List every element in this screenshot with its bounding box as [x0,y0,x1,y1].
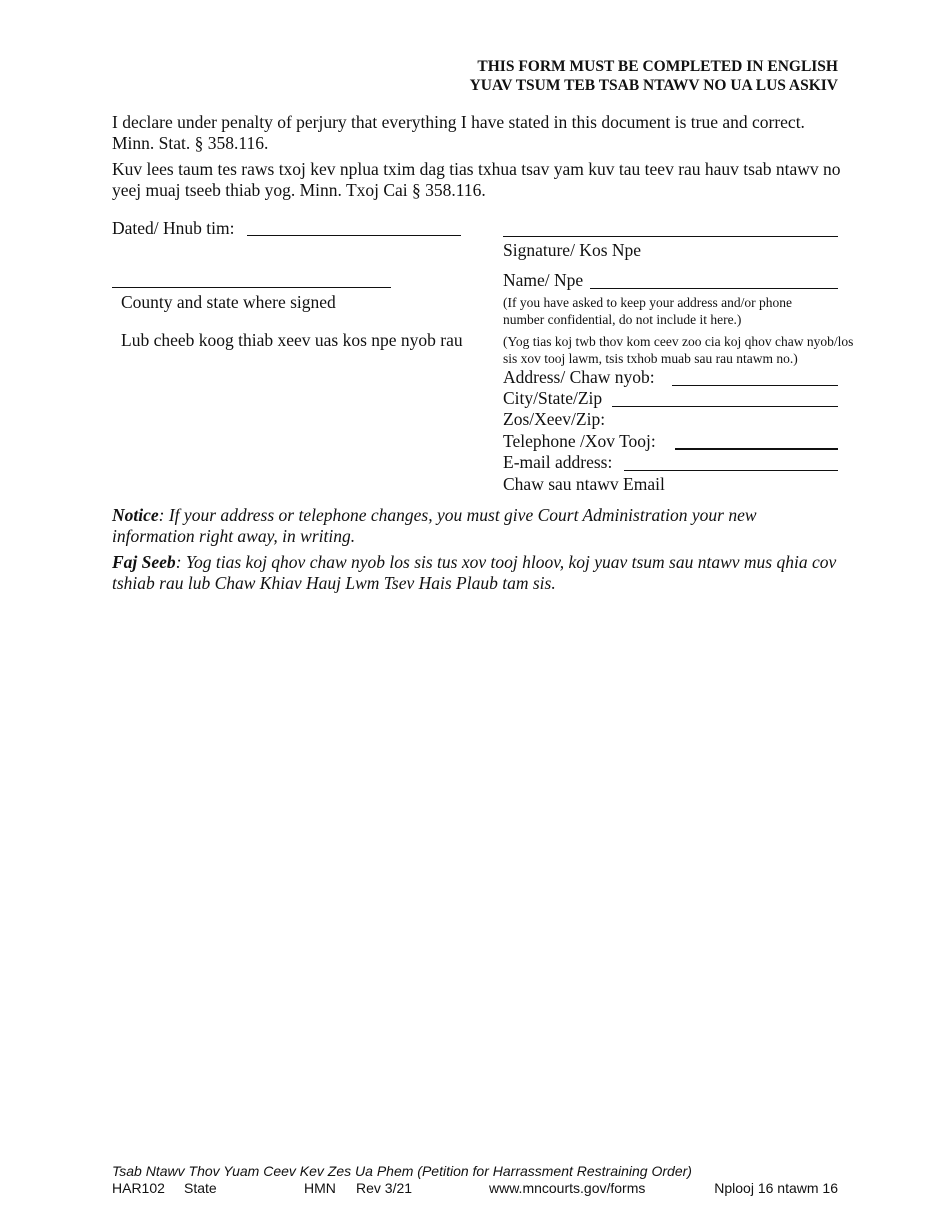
declaration-hmong: Kuv lees taum tes raws txoj kev nplua txim dag tias txhua tsav yam kuv tau teev rau hauv tsab ntawv no yeej muaj tseeb thiab yog. Minn. Txoj Cai § 358.116. [112,159,841,200]
county-field[interactable] [112,287,391,288]
notice-hmong [112,552,842,594]
zip-hmong-label: Zos/Xeev/Zip: [503,409,606,429]
notice-hmong-title: Faj Seeb [112,552,176,572]
notice-hmong-text: : Yog tias koj qhov chaw nyob los sis tus xov tooj hloov, koj yuav tsum sau ntawv mus qhia cov tshiab rau lub Chaw Khiav Hauj Lwm Tsev Hais Plaub tam sis. [112,552,837,593]
notice-english-title: Notice [112,505,159,525]
form-language-header [470,57,838,95]
county-label: County and state where signed [121,292,336,312]
footer-state: State [184,1180,217,1196]
email-field[interactable] [624,470,838,471]
dated-field[interactable] [247,235,461,236]
name-field[interactable] [590,288,838,289]
signature-field[interactable] [503,236,838,237]
footer-revision: Rev 3/21 [356,1180,413,1196]
telephone-row [503,431,838,452]
city-label: City/State/Zip [503,388,603,408]
dated-label: Dated/ Hnub tim: [112,218,235,238]
confidential-note-hmong: (Yog tias koj twb thov kom ceev zoo cia koj qhov chaw nyob/los sis xov tooj lawm, tsis txhob muab sau rau ntawm no.) [503,334,854,366]
address-label: Address/ Chaw nyob: [503,367,655,387]
county-label-hmong: Lub cheeb koog thiab xeev uas kos npe nyob rau [121,330,463,350]
telephone-label: Telephone /Xov Tooj: [503,431,656,451]
city-row [503,388,838,409]
footer-website[interactable]: www.mncourts.gov/forms [489,1180,646,1196]
header-hmong: YUAV TSUM TEB TSAB NTAWV NO UA LUS ASKIV [469,77,838,94]
confidential-note-english: (If you have asked to keep your address and/or phone number confidential, do not include it here.) [503,295,793,327]
signature-label: Signature/ Kos Npe [503,240,642,260]
name-label: Name/ Npe [503,270,584,290]
telephone-field[interactable] [675,448,838,450]
address-field[interactable] [672,385,838,386]
email-row [503,452,838,473]
email-label: E-mail address: [503,452,613,472]
footer-language: HMN [304,1180,336,1196]
footer-page-number: Nplooj 16 ntawm 16 [714,1180,838,1196]
name-row [503,270,838,291]
declaration-english: I declare under penalty of perjury that everything I have stated in this document is true and correct. Minn. Stat. § 358.116. [112,112,805,153]
address-row [503,367,838,388]
notice-english [112,505,842,547]
footer-form-title: Tsab Ntawv Thov Yuam Ceev Kev Zes Ua Phem (Petition for Harrassment Restraining Order) [112,1163,692,1179]
city-field[interactable] [612,406,838,407]
header-english: THIS FORM MUST BE COMPLETED IN ENGLISH [477,58,838,75]
notice-english-text: : If your address or telephone changes, you must give Court Administration your new information right away, in writing. [112,505,757,546]
footer-form-code: HAR102 [112,1180,165,1196]
email-hmong-label: Chaw sau ntawv Email [503,474,665,494]
